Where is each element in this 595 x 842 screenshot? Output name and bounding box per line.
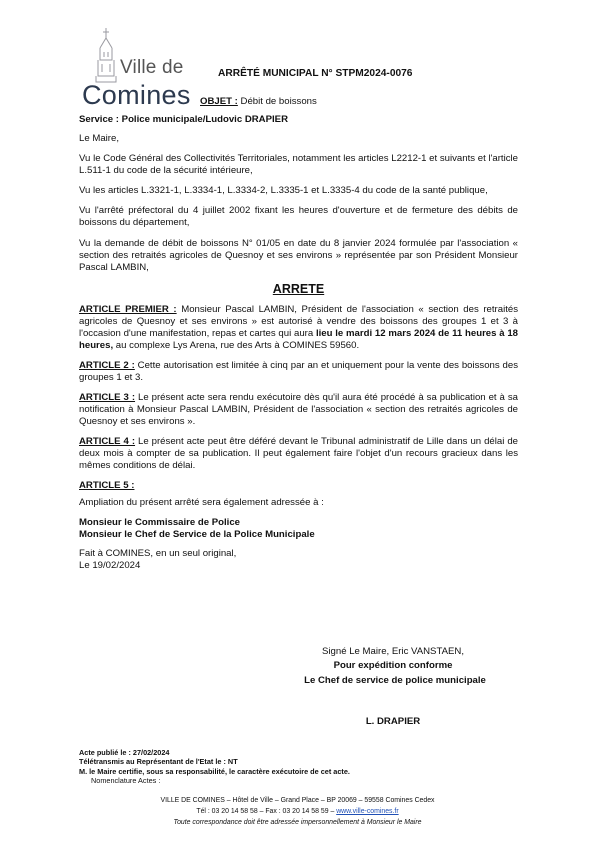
article-premier-text-b: au complexe Lys Arena, rue des Arts à COMINES 59560. [113, 339, 360, 351]
fait-line: Fait à COMINES, en un seul original, [79, 547, 237, 559]
logo-comines-text: Comines [82, 80, 191, 110]
correspondence-text: Toute correspondance doit être adressée impersonnellement à Monsieur le Maire [173, 819, 422, 826]
signatory-name: L. DRAPIER [365, 716, 421, 727]
article-3-label: ARTICLE 3 : [79, 392, 136, 403]
article-5-text: Ampliation du présent arrêté sera également adressée à : [79, 496, 324, 508]
article-2-text: Cette autorisation est limitée à cinq par an et uniquement pour la vente des boissons des groupes 1 et 3. [79, 359, 519, 383]
article-4 [79, 436, 518, 472]
nomenclature: Nomenclature Actes : [91, 776, 161, 786]
vu-paragraph: Vu le Code Général des Collectivités Territoriales, notamment les articles L2212-1 et suivants et l'article L.511-1 du code de la sécurité intérieure, [79, 153, 518, 177]
vu-paragraph: Vu les articles L.3321-1, L.3334-1, L.3334-2, L.3335-1 et L.3335-4 du code de la santé publique, [79, 185, 488, 197]
service-line: Service : Police municipale/Ludovic DRAPIER [79, 114, 288, 125]
article-4-text: Le présent acte peut être déféré devant le Tribunal administratif de Lille dans un délai de deux mois à compter de sa publication. Il peut également faire l'objet d'un recours gracieux dans les mêmes conditions de délai. [79, 436, 518, 472]
fait-date: Le 19/02/2024 [79, 559, 141, 571]
website-link[interactable]: www.ville-comines.fr [336, 808, 399, 815]
objet-value: Débit de boissons [240, 96, 317, 107]
arrete-heading: ARRETE [272, 281, 325, 296]
article-2 [79, 360, 518, 384]
article-3 [79, 392, 518, 428]
address-line: VILLE DE COMINES – Hôtel de Ville – Grand Place – BP 20069 – 59558 Comines Cedex [160, 797, 435, 804]
signature-line-3: Le Chef de service de police municipale [304, 675, 486, 686]
vu-paragraph: Vu l'arrêté préfectoral du 4 juillet 2002 fixant les heures d'ouverture et de fermeture des débits de boissons du département, [79, 205, 518, 229]
signature-line-1: Signé Le Maire, Eric VANSTAEN, [322, 646, 464, 657]
article-3-text: Le présent acte sera rendu exécutoire dès qu'il aura été procédé à sa publication et à sa notification à Monsieur Pascal LAMBIN, Président de l'association « section des retraités agricoles de Quesnoy et ses environs ». [79, 392, 518, 428]
acte-publie: Acte publié le : 27/02/2024 [79, 748, 170, 757]
document-title: ARRÊTÉ MUNICIPAL N° STPM2024-0076 [218, 68, 413, 79]
article-premier-label: ARTICLE PREMIER : [79, 303, 177, 315]
city-logo [78, 26, 194, 108]
document-body [79, 114, 518, 572]
recipient: Monsieur le Commissaire de Police [79, 516, 241, 528]
article-5-label: ARTICLE 5 : [79, 480, 135, 492]
article-4-label: ARTICLE 4 : [79, 436, 136, 448]
signature-line-2: Pour expédition conforme [333, 660, 453, 671]
article-2-label: ARTICLE 2 : [79, 359, 135, 371]
article-5 [79, 480, 518, 492]
vu-paragraph: Vu la demande de débit de boissons N° 01/05 en date du 8 janvier 2024 formulée par l'association « section des retraités agricoles de Quesnoy et ses environs » représentée par son Président Monsieur Pascal LAMBIN, [79, 237, 518, 273]
objet-label: OBJET : [200, 96, 238, 107]
certification: M. le Maire certifie, sous sa responsabilité, le caractère exécutoire de cet acte. [79, 766, 350, 776]
publication-footer [79, 748, 350, 786]
teletransmis: Télétransmis au Représentant de l'Etat le : NT [79, 757, 238, 767]
article-premier [79, 304, 518, 352]
contact-line [0, 808, 595, 817]
le-maire: Le Maire, [79, 133, 119, 145]
phone-fax: Tél : 03 20 14 58 58 – Fax : 03 20 14 58 59 – [196, 808, 337, 815]
recipient: Monsieur le Chef de Service de la Police Municipale [79, 528, 315, 540]
objet-line [200, 96, 317, 108]
correspondence-note [0, 819, 595, 828]
article-premier-date: lieu le mardi 12 mars 2024 de 11 heures à 18 heures, [79, 327, 519, 351]
logo-ville-text: Ville de [120, 57, 184, 78]
article-premier-text-a: Monsieur Pascal LAMBIN, Président de l'association « section des retraités agricoles de Quesnoy et ses environs » est autorisé à vendre des boissons des groupes 1 et 3 à l'occasion d'une manifestation, repas et cartes qui aura [79, 303, 518, 339]
